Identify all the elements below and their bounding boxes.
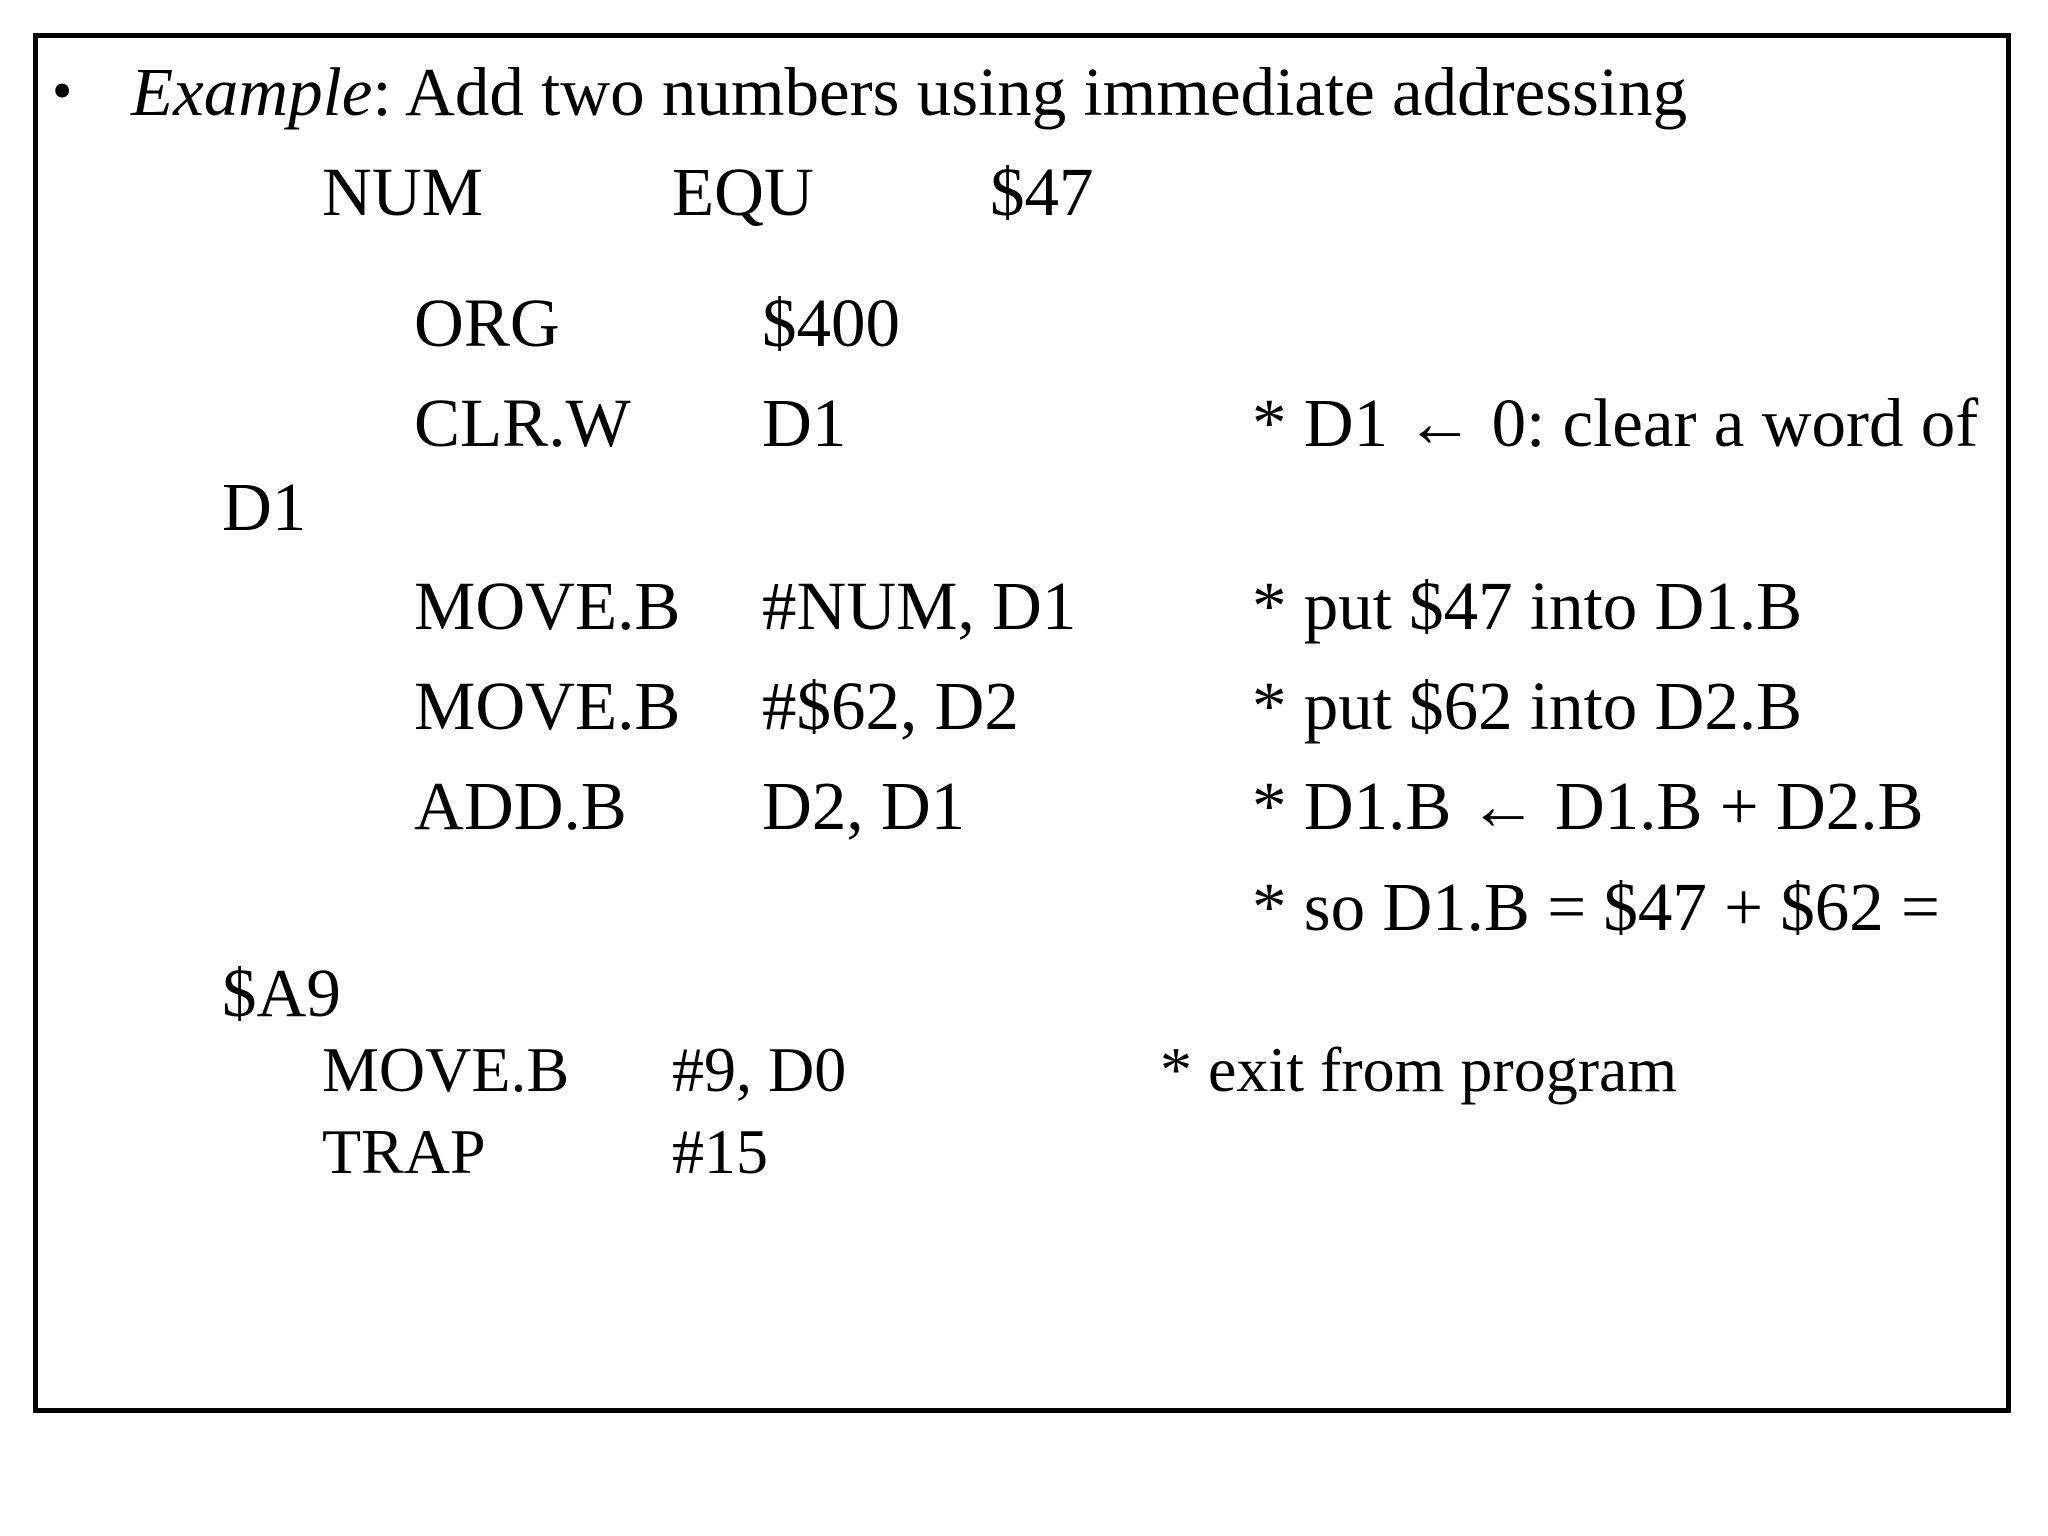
org-operand: $400 bbox=[762, 285, 900, 361]
clr-op: CLR.W bbox=[414, 385, 631, 461]
add-comment: * D1.B ← D1.B + D2.B bbox=[1252, 768, 1924, 844]
trap-op: TRAP bbox=[322, 1116, 486, 1187]
add-operand: D2, D1 bbox=[762, 768, 966, 844]
move-62-operand: #$62, D2 bbox=[762, 668, 1019, 744]
equ-value: $47 bbox=[990, 154, 1094, 230]
equ-label: NUM bbox=[322, 154, 484, 230]
slide-heading bbox=[131, 54, 1688, 130]
move-num-comment: * put $47 into D1.B bbox=[1252, 568, 1803, 644]
org-op: ORG bbox=[414, 285, 560, 361]
exit-move-comment: * exit from program bbox=[1160, 1034, 1678, 1105]
add-op: ADD.B bbox=[414, 768, 627, 844]
heading-label: Example bbox=[131, 54, 373, 130]
move-num-operand: #NUM, D1 bbox=[762, 568, 1077, 644]
move-62-comment: * put $62 into D2.B bbox=[1252, 668, 1803, 744]
clr-comment-wrap: D1 bbox=[222, 469, 307, 545]
clr-operand: D1 bbox=[762, 385, 847, 461]
heading-text: : Add two numbers using immediate addressing bbox=[372, 54, 1688, 130]
exit-move-op: MOVE.B bbox=[322, 1034, 570, 1105]
clr-comment: * D1 ← 0: clear a word of bbox=[1252, 385, 1979, 461]
equ-op: EQU bbox=[672, 154, 814, 230]
sum-comment: * so D1.B = $47 + $62 = bbox=[1252, 869, 1940, 945]
exit-move-operand: #9, D0 bbox=[672, 1034, 847, 1105]
move-62-op: MOVE.B bbox=[414, 668, 681, 744]
move-num-op: MOVE.B bbox=[414, 568, 681, 644]
bullet-marker: • bbox=[52, 58, 73, 123]
sum-comment-wrap: $A9 bbox=[222, 955, 341, 1031]
trap-operand: #15 bbox=[672, 1116, 768, 1187]
